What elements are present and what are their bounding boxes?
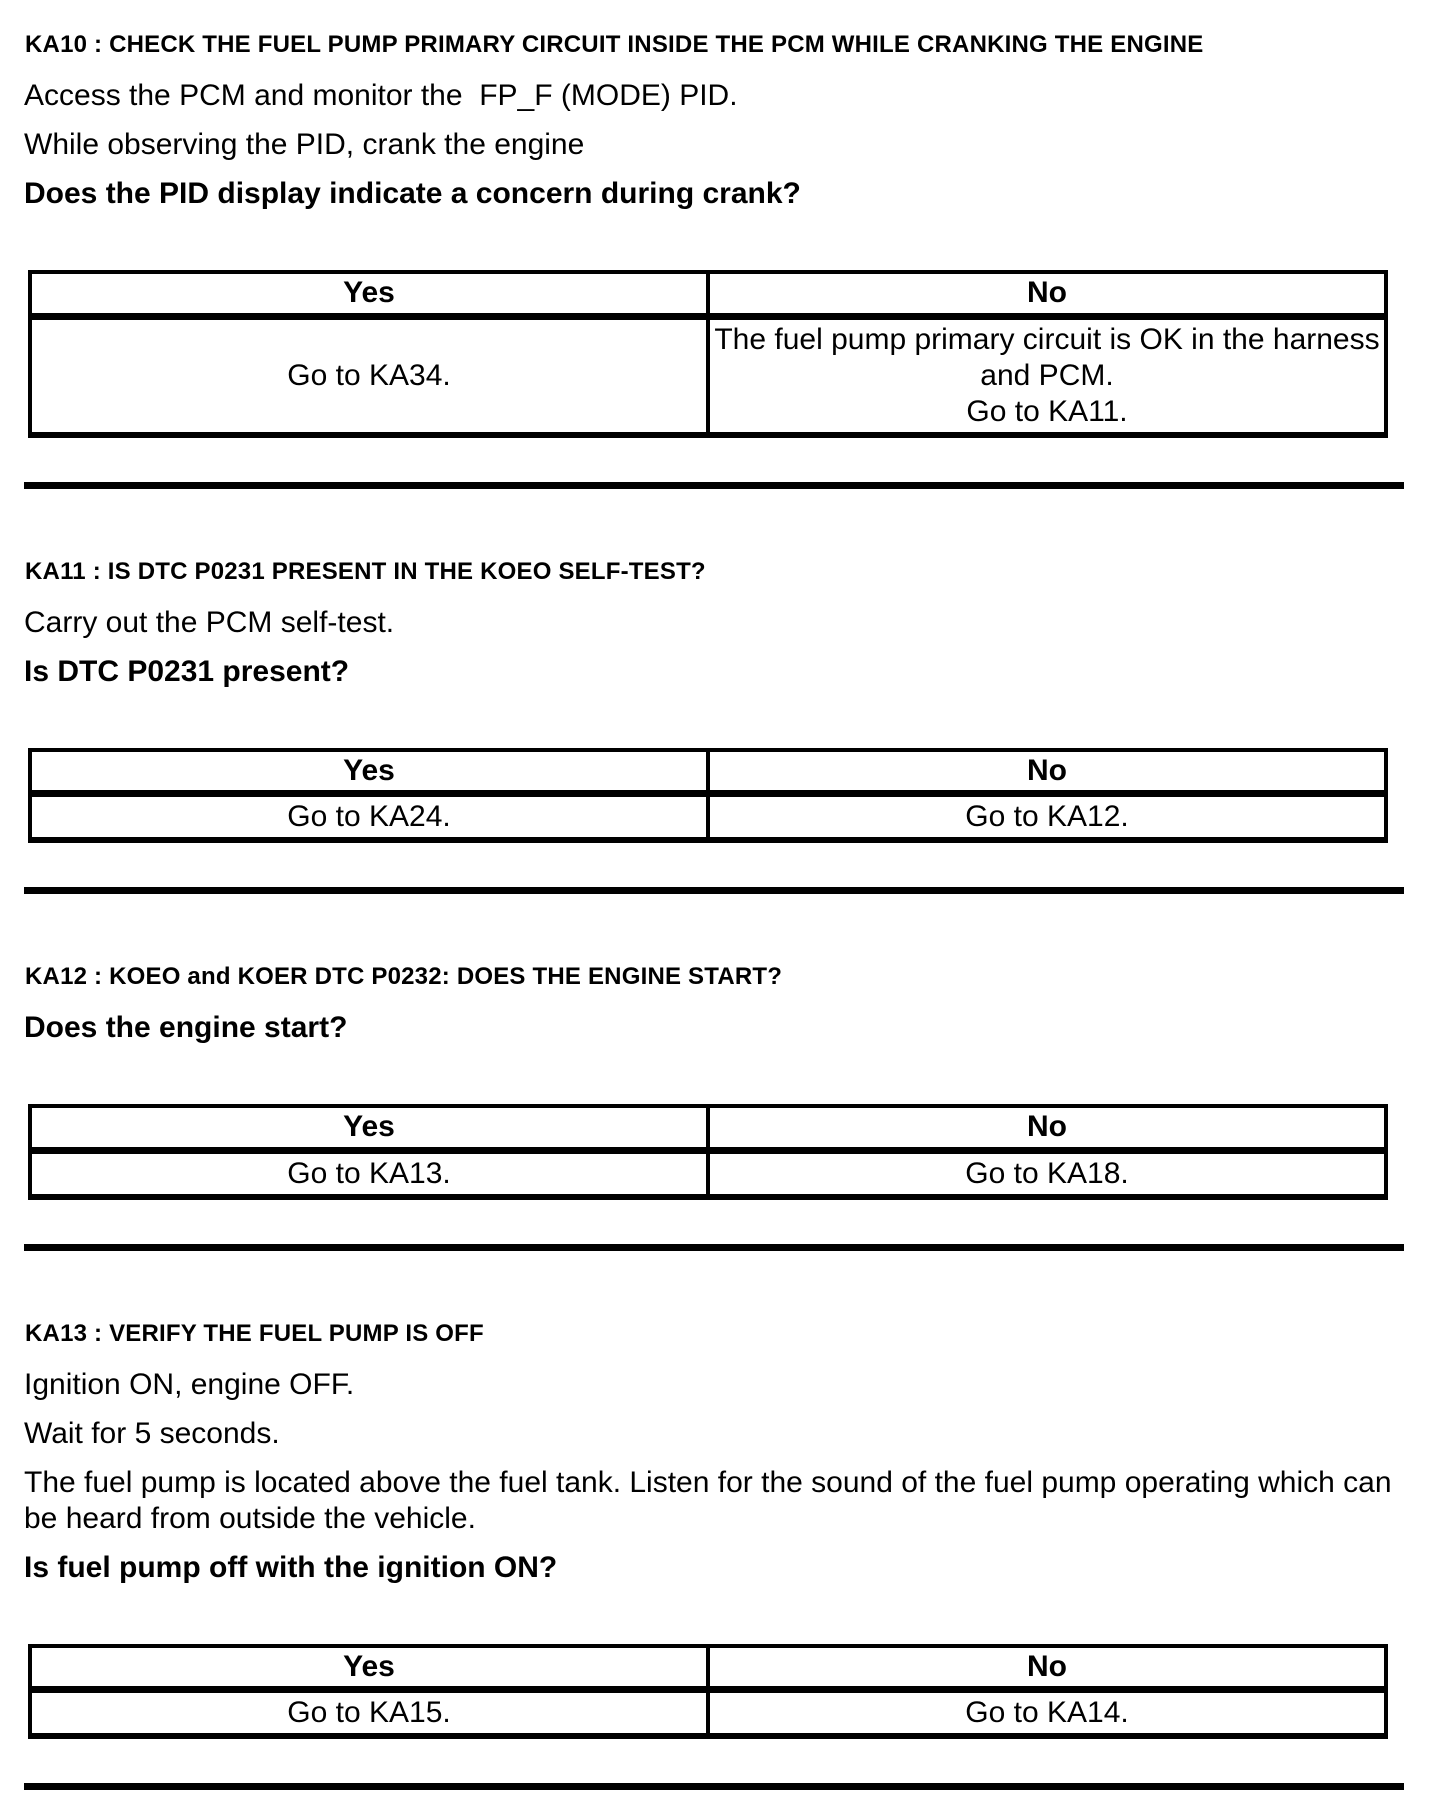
- section-divider: [24, 1244, 1404, 1251]
- instruction-text: The fuel pump is located above the fuel tank. Listen for the sound of the fuel pump operating which can be heard from outside the vehicle.: [24, 1465, 1400, 1535]
- section-paragraphs: [24, 1010, 1404, 1046]
- yes-column-header: Yes: [30, 272, 708, 316]
- section-divider: [24, 482, 1404, 489]
- section-ka10: [24, 30, 1404, 489]
- decision-table-body-row: [30, 794, 1386, 841]
- section-title: KA12 : KOEO and KOER DTC P0232: DOES THE ENGINE START?: [25, 963, 783, 990]
- no-action-cell: [708, 794, 1386, 841]
- section-ka13: [24, 1319, 1404, 1791]
- action-text: Go to KA12.: [965, 800, 1129, 833]
- no-action-cell: [708, 1150, 1386, 1197]
- decision-table-body-row: [30, 1690, 1386, 1737]
- no-column-header: No: [708, 1646, 1386, 1690]
- section-title: KA13 : VERIFY THE FUEL PUMP IS OFF: [25, 1319, 484, 1347]
- yes-action-cell: [30, 794, 708, 841]
- yes-column-header: Yes: [30, 1646, 708, 1690]
- action-text: Go to KA13.: [287, 1156, 451, 1190]
- section-ka12: [24, 962, 1404, 1251]
- no-column-header: No: [708, 1106, 1386, 1150]
- yes-action-cell: [30, 1150, 708, 1197]
- decision-table-header-row: [30, 272, 1386, 316]
- instruction-text: Carry out the PCM self-test.: [24, 605, 395, 639]
- decision-question: Does the PID display indicate a concern during crank?: [24, 177, 801, 210]
- action-text: Go to KA34.: [287, 358, 451, 392]
- decision-table-body-row: [30, 316, 1386, 435]
- instruction-text: Wait for 5 seconds.: [24, 1416, 280, 1450]
- section-divider: [24, 887, 1404, 894]
- decision-table: [28, 1644, 1388, 1740]
- decision-table-body-row: [30, 1150, 1386, 1197]
- no-action-cell: [708, 1690, 1386, 1737]
- sections-container: [24, 30, 1404, 1790]
- decision-question: Is DTC P0231 present?: [24, 654, 350, 688]
- action-text: Go to KA11.: [966, 394, 1128, 428]
- decision-table-header-row: [30, 1646, 1386, 1690]
- yes-action-cell: [30, 316, 708, 435]
- action-text: Go to KA24.: [287, 800, 451, 833]
- action-text: The fuel pump primary circuit is OK in the harness and PCM.: [714, 322, 1380, 392]
- action-text: Go to KA14.: [965, 1696, 1129, 1729]
- action-text: Go to KA18.: [965, 1156, 1129, 1190]
- no-column-header: No: [708, 750, 1386, 794]
- decision-table: [28, 270, 1388, 438]
- decision-table-header-row: [30, 1106, 1386, 1150]
- no-action-cell: [708, 316, 1386, 435]
- decision-table: [28, 748, 1388, 844]
- action-text: Go to KA15.: [287, 1696, 451, 1729]
- instruction-text: While observing the PID, crank the engine: [24, 128, 585, 161]
- yes-column-header: Yes: [30, 1106, 708, 1150]
- section-paragraphs: [24, 605, 1404, 690]
- no-column-header: No: [708, 272, 1386, 316]
- section-title: KA11 : IS DTC P0231 PRESENT IN THE KOEO SELF-TEST?: [25, 557, 706, 585]
- decision-table-header-row: [30, 750, 1386, 794]
- section-divider: [24, 1783, 1404, 1790]
- section-paragraphs: [24, 78, 1404, 212]
- instruction-text: Access the PCM and monitor the FP_F (MODE) PID.: [24, 79, 738, 112]
- decision-question: Does the engine start?: [24, 1011, 348, 1044]
- section-title: KA10 : CHECK THE FUEL PUMP PRIMARY CIRCUIT INSIDE THE PCM WHILE CRANKING THE ENGINE: [25, 31, 1204, 58]
- decision-table: [28, 1104, 1388, 1200]
- section-paragraphs: [24, 1367, 1404, 1586]
- yes-action-cell: [30, 1690, 708, 1737]
- instruction-text: Ignition ON, engine OFF.: [24, 1367, 355, 1401]
- decision-question: Is fuel pump off with the ignition ON?: [24, 1550, 558, 1584]
- section-ka11: [24, 557, 1404, 895]
- yes-column-header: Yes: [30, 750, 708, 794]
